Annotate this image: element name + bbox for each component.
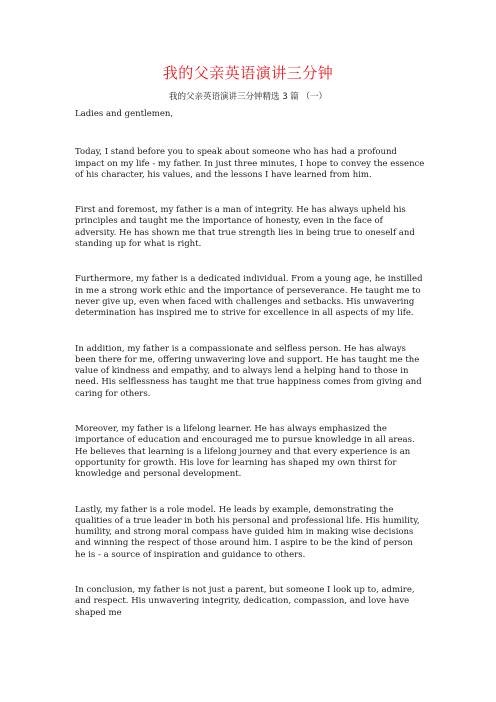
paragraph-lifelong-learner: Moreover, my father is a lifelong learner. He has always emphasized the importance of education and encouraged me to pursue knowledge in all areas. He believes that learning is a lifelong journey and that every experience is an opportunity for growth. His love for learning has shaped my own thirst for knowledge and personal development. (75, 424, 415, 480)
paragraph-dedication: Furthermore, my father is a dedicated individual. From a young age, he instilled in me a strong work ethic and the importance of perseverance. He taught me to never give up, even when faced with challenges and setbacks. His unwavering determination has inspired me to strive for excellence in all aspects of my life. (75, 274, 423, 319)
document-body (75, 109, 425, 643)
paragraph-compassion: In addition, my father is a compassionate and selfless person. He has always been there for me, offering unwavering love and support. He has taught me the value of kindness and empathy, and to always lend a helping hand to those in need. His selflessness has taught me that true happiness comes from giving and caring for others. (75, 343, 422, 399)
paragraph-role-model: Lastly, my father is a role model. He leads by example, demonstrating the qualities of a true leader in both his personal and professional life. His humility, humility, and strong moral compass have guided him in making wise decisions and winning the respect of those around him. I aspire to be the kind of person he is - a source of inspiration and guidance to others. (75, 504, 420, 560)
paragraph-introduction: Today, I stand before you to speak about someone who has had a profound impact on my life - my father. In just three minutes, I hope to convey the essence of his character, his values, and the lessons I have learned from him. (75, 147, 425, 180)
paragraph-conclusion: In conclusion, my father is not just a parent, but someone I look up to, admire, and respect. His unwavering integrity, dedication, compassion, and love have shaped me (75, 585, 415, 618)
paragraph-integrity: First and foremost, my father is a man of integrity. He has always upheld his principles and taught me the importance of honesty, even in the face of adversity. He has shown me that true strength lies in being true to oneself and standing up for what is right. (75, 205, 415, 250)
document-subtitle: 我的父亲英语演讲三分钟精选 3 篇 （一） (168, 92, 327, 102)
paragraph-greeting: Ladies and gentlemen, (75, 109, 174, 119)
document-title: 我的父亲英语演讲三分钟 (162, 64, 334, 82)
